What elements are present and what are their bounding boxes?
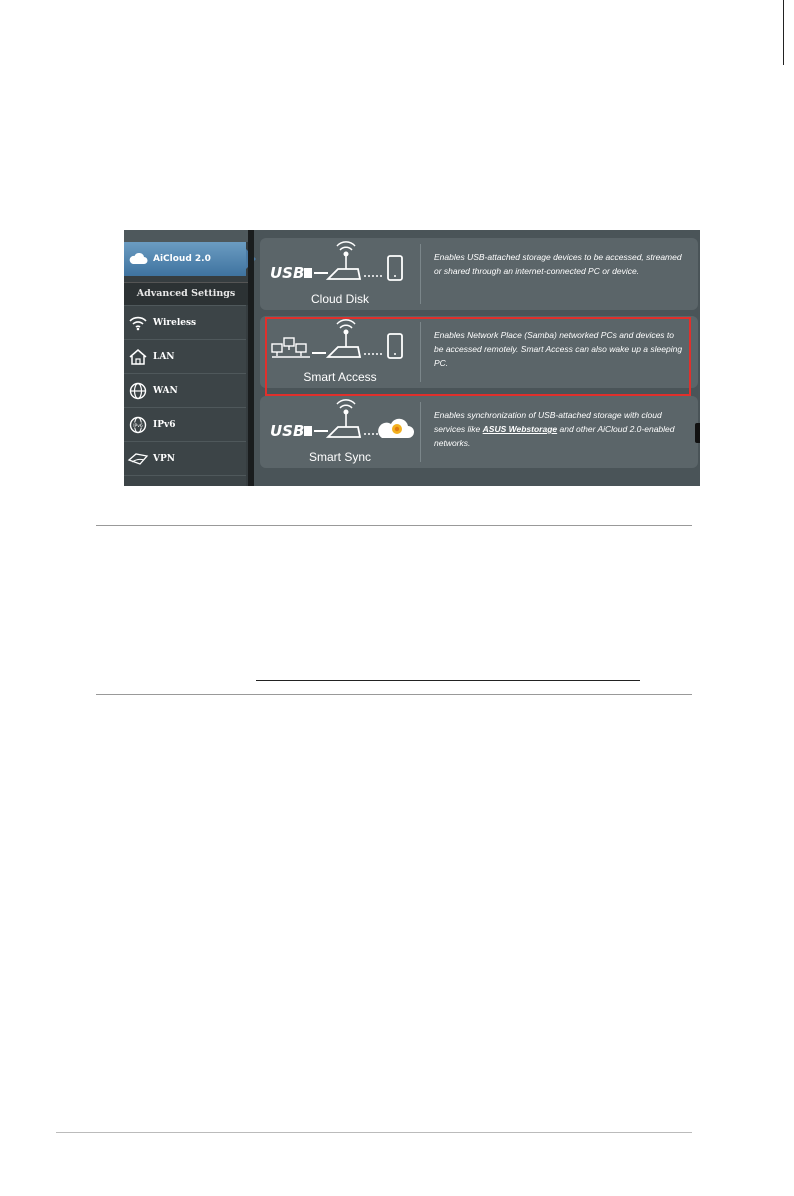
sidebar-item-ipv6[interactable] (124, 407, 246, 441)
router-icon (328, 400, 360, 437)
cloud-disk-illustration (260, 238, 420, 310)
card-separator (420, 244, 421, 304)
sidebar-item-label: Wireless (153, 317, 197, 328)
home-icon (127, 348, 149, 366)
page-edge-line (783, 0, 784, 65)
cloud-disk-card[interactable] (260, 238, 698, 310)
asus-webstorage-link[interactable]: ASUS Webstorage (482, 424, 558, 434)
ipv6-icon (127, 416, 149, 434)
sidebar-item-label: LAN (153, 351, 175, 362)
sidebar-item-label: IPv6 (153, 419, 176, 430)
card-title: Smart Access (303, 370, 377, 384)
card-description: Enables Network Place (Samba) networked PCs and devices to be accessed remotely. Smart Access can also wake up a sleeping PC. (434, 330, 683, 368)
vpn-icon (127, 450, 149, 468)
card-title: Cloud Disk (310, 292, 370, 306)
card-description: Enables USB-attached storage devices to be accessed, streamed or shared through an internet-connected PC or device. (434, 252, 682, 276)
smart-sync-illustration (260, 396, 420, 468)
sidebar-item-aicloud[interactable] (124, 242, 246, 276)
sidebar-top-item[interactable] (124, 230, 248, 242)
note-underline (256, 680, 640, 681)
sidebar-item-wireless[interactable] (124, 305, 246, 339)
description-text: and other AiCloud 2.0-enabled networks. (434, 424, 675, 448)
note-top-rule (96, 525, 692, 526)
sidebar-item-more[interactable] (124, 475, 246, 486)
cloud-icon (127, 250, 149, 268)
card-description (434, 408, 684, 450)
sidebar (124, 230, 248, 486)
cloud-sync-icon (378, 419, 414, 438)
description-text: Enables synchronization of USB-attached storage with cloud services like (434, 410, 662, 434)
note-bottom-rule (96, 694, 692, 695)
sidebar-item-label: VPN (153, 453, 175, 464)
card-separator (420, 402, 421, 462)
footer-rule (56, 1132, 692, 1133)
card-title: Smart Sync (308, 450, 371, 464)
sidebar-item-wan[interactable] (124, 373, 246, 407)
svg-text:IPv6: IPv6 (133, 423, 143, 429)
sidebar-item-vpn[interactable] (124, 441, 246, 475)
panel-divider (248, 230, 254, 486)
sidebar-item-label: AiCloud 2.0 (153, 254, 211, 264)
advanced-settings-header: Advanced Settings (124, 282, 248, 305)
aicloud-screenshot (124, 230, 700, 486)
usb-icon: USB (270, 422, 305, 440)
sidebar-item-label: WAN (153, 385, 178, 396)
globe-icon (127, 382, 149, 400)
scrollbar-thumb[interactable] (695, 423, 700, 443)
smart-access-highlight (265, 317, 691, 396)
wireless-icon (127, 314, 149, 332)
usb-icon: USB (270, 264, 305, 282)
router-icon (328, 242, 360, 279)
smart-sync-card[interactable] (260, 396, 698, 468)
sidebar-item-lan[interactable] (124, 339, 246, 373)
